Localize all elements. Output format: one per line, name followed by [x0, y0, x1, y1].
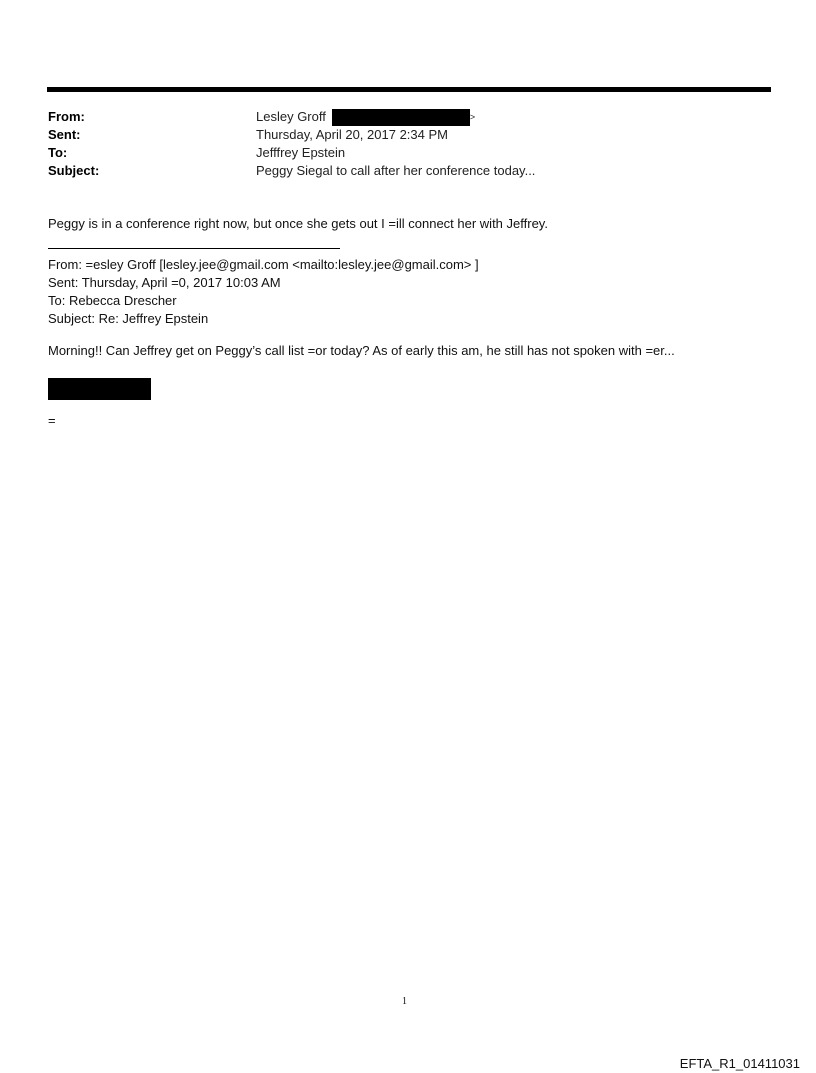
from-label: From: — [48, 109, 85, 124]
redacted-signature-block — [48, 378, 151, 400]
body-paragraph-2: Morning!! Can Jeffrey get on Peggy’s call list =or today? As of early this am, he still has not spoken with =er... — [48, 343, 675, 358]
sent-value: Thursday, April 20, 2017 2:34 PM — [256, 127, 448, 142]
email-header — [48, 108, 768, 180]
from-suffix: > — [469, 112, 476, 122]
quoted-header — [48, 256, 479, 328]
sent-label: Sent: — [48, 127, 81, 142]
subject-value: Peggy Siegal to call after her conference today... — [256, 163, 536, 178]
quoted-to: To: Rebecca Drescher — [48, 293, 177, 308]
quote-separator — [48, 248, 340, 249]
quoted-sent: Sent: Thursday, April =0, 2017 10:03 AM — [48, 275, 281, 290]
header-subject-row — [48, 162, 768, 180]
from-value — [256, 108, 475, 126]
document-id: EFTA_R1_01411031 — [679, 1056, 800, 1071]
subject-label: Subject: — [48, 163, 100, 178]
to-label: To: — [48, 145, 68, 160]
to-value: Jefffrey Epstein — [256, 145, 346, 160]
trailing-equals: = — [48, 413, 56, 428]
header-to-row — [48, 144, 768, 162]
header-rule — [47, 87, 771, 92]
body-paragraph-1: Peggy is in a conference right now, but once she gets out I =ill connect her with Jeffrey. — [48, 216, 548, 231]
header-sent-row — [48, 126, 768, 144]
header-from-row — [48, 108, 768, 126]
page-number: 1 — [402, 996, 407, 1007]
redacted-email-block — [332, 109, 470, 126]
quoted-subject: Subject: Re: Jeffrey Epstein — [48, 311, 209, 326]
quoted-from: From: =esley Groff [lesley.jee@gmail.com <mailto:lesley.jee@gmail.com> ] — [48, 257, 479, 272]
from-name: Lesley Groff — [256, 109, 326, 124]
